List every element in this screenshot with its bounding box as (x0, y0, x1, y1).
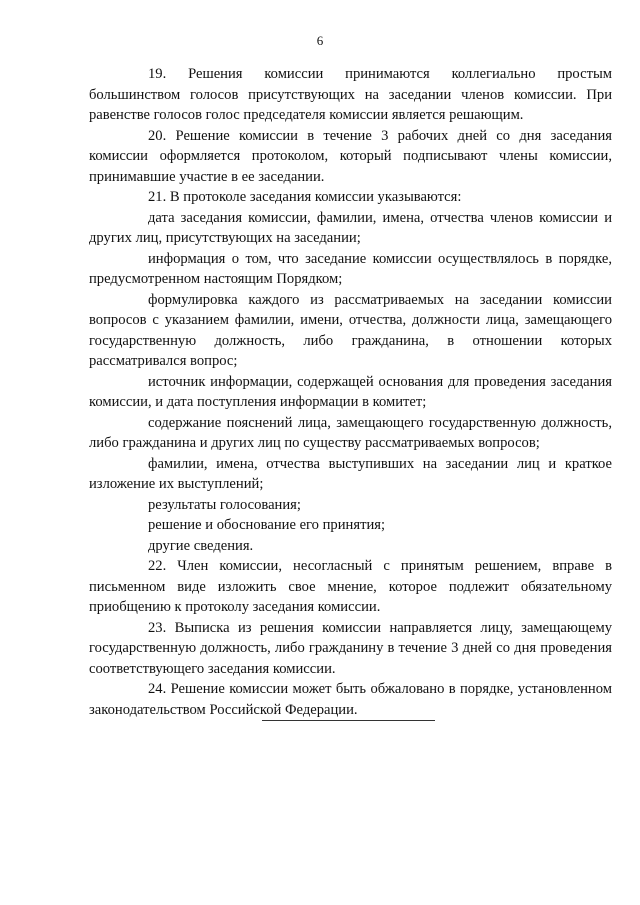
paragraph-19: 19. Решения комиссии принимаются коллегиально простым большинством голосов присутствующих на заседании членов комиссии. При равенстве голосов голос председателя комиссии является решающим. (89, 66, 612, 123)
document-body (89, 64, 612, 720)
protocol-item-date-members: дата заседания комиссии, фамилии, имена, отчества членов комиссии и других лиц, присутствующих на заседании; (89, 209, 612, 246)
paragraph-20: 20. Решение комиссии в течение 3 рабочих дней со дня заседания комиссии оформляется протоколом, который подписывают члены комиссии, принимавшие участие в ее заседании. (89, 127, 612, 185)
protocol-item-decision: решение и обоснование его принятия; (148, 517, 386, 533)
end-of-document-rule (262, 720, 435, 721)
page-number: 6 (316, 33, 324, 48)
paragraph-23: 23. Выписка из решения комиссии направляется лицу, замещающему государственную должность, либо гражданину в течение 3 дней со дня проведения соответствующего заседания комиссии. (89, 619, 612, 677)
protocol-item-speakers: фамилии, имена, отчества выступивших на заседании лиц и краткое изложение их выступлений; (89, 455, 612, 492)
protocol-item-questions: формулировка каждого из рассматриваемых на заседании комиссии вопросов с указанием фамилии, имени, отчества, должности лица, замещающего государственную должность, либо гражданина, в отношении которых рассматривался вопрос; (89, 291, 612, 369)
paragraph-22: 22. Член комиссии, несогласный с принятым решением, вправе в письменном виде изложить свое мнение, которое подлежит обязательному приобщению к протоколу заседания комиссии. (89, 558, 612, 615)
protocol-item-information-source: источник информации, содержащей основания для проведения заседания комиссии, и дата поступления информации в комитет; (89, 373, 612, 410)
paragraph-24: 24. Решение комиссии может быть обжаловано в порядке, установленном законодательством Российской Федерации. (89, 681, 612, 718)
protocol-item-procedure: информация о том, что заседание комиссии осуществлялось в порядке, предусмотренном настоящим Порядком; (89, 250, 612, 287)
protocol-item-explanations: содержание пояснений лица, замещающего государственную должность, либо гражданина и других лиц по существу рассматриваемых вопросов; (89, 414, 612, 451)
paragraph-21: 21. В протоколе заседания комиссии указываются: (148, 189, 462, 205)
protocol-item-voting-results: результаты голосования; (148, 496, 301, 513)
protocol-item-other: другие сведения. (148, 537, 254, 554)
